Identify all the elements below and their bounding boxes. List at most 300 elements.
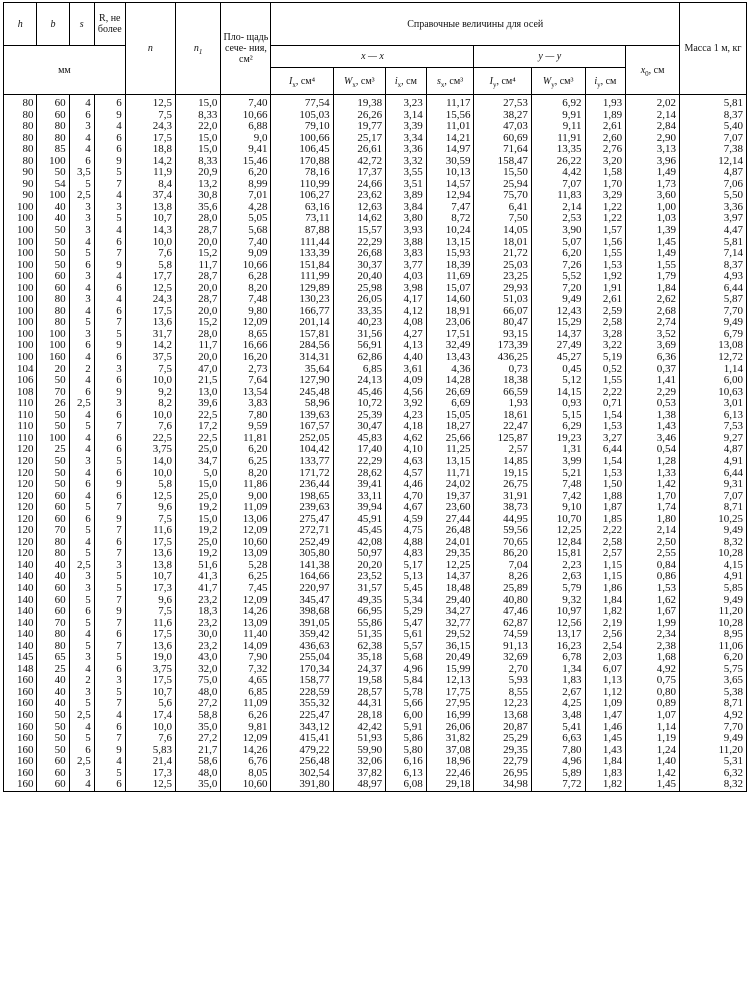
- table-cell: 23,2: [175, 641, 220, 653]
- x0-symbol: x: [640, 64, 646, 76]
- table-cell: 5,13: [386, 571, 427, 583]
- table-cell: 17,5: [125, 629, 175, 641]
- table-cell: 6,32: [679, 768, 746, 780]
- table-cell: 1,84: [626, 283, 680, 295]
- table-cell: 8,4: [125, 179, 175, 191]
- table-cell: 4: [94, 710, 125, 722]
- table-cell: 12,23: [474, 698, 531, 710]
- table-cell: 4: [69, 779, 94, 791]
- table-cell: 7: [94, 421, 125, 433]
- table-cell: 120: [4, 548, 37, 560]
- table-row: [4, 514, 747, 526]
- table-cell: 14,26: [221, 745, 271, 757]
- table-cell: 24,3: [125, 121, 175, 133]
- table-cell: 2,55: [626, 548, 680, 560]
- table-cell: 80: [37, 641, 69, 653]
- table-cell: 1,58: [585, 167, 626, 179]
- table-cell: 13,08: [679, 340, 746, 352]
- table-cell: 9,81: [221, 722, 271, 734]
- table-cell: 4,96: [386, 664, 427, 676]
- table-cell: 7,5: [125, 110, 175, 122]
- table-cell: 90: [4, 190, 37, 202]
- table-cell: 15,29: [531, 317, 585, 329]
- table-row: [4, 283, 747, 295]
- table-cell: 7: [94, 733, 125, 745]
- table-cell: 42,42: [333, 722, 386, 734]
- table-cell: 7,64: [221, 375, 271, 387]
- table-cell: 50: [37, 375, 69, 387]
- table-cell: 3,90: [531, 225, 585, 237]
- table-cell: 47,0: [175, 364, 220, 376]
- table-cell: 2,57: [585, 548, 626, 560]
- table-cell: 6: [94, 629, 125, 641]
- table-cell: 11,09: [221, 698, 271, 710]
- table-cell: 3: [94, 202, 125, 214]
- table-cell: 24,3: [125, 294, 175, 306]
- table-cell: 0,54: [626, 444, 680, 456]
- table-cell: 2,34: [626, 629, 680, 641]
- col-iy-radius: [585, 68, 626, 95]
- table-cell: 4,87: [679, 444, 746, 456]
- table-cell: 228,59: [271, 687, 333, 699]
- table-cell: 77,54: [271, 95, 333, 110]
- table-cell: 44,31: [333, 698, 386, 710]
- wx-symbol: W: [344, 75, 353, 87]
- table-cell: 23,60: [426, 502, 474, 514]
- table-cell: 11,9: [125, 167, 175, 179]
- table-cell: 239,63: [271, 502, 333, 514]
- table-cell: 5,19: [585, 352, 626, 364]
- table-cell: 160: [4, 745, 37, 757]
- table-cell: 436,25: [474, 352, 531, 364]
- table-cell: 1,15: [585, 560, 626, 572]
- table-cell: 35,6: [175, 202, 220, 214]
- table-cell: 6,78: [531, 652, 585, 664]
- table-cell: 80: [37, 629, 69, 641]
- table-cell: 6: [94, 410, 125, 422]
- table-cell: 1,83: [531, 675, 585, 687]
- table-cell: 120: [4, 525, 37, 537]
- table-cell: 37,82: [333, 768, 386, 780]
- table-cell: 11,06: [679, 641, 746, 653]
- table-cell: 23,62: [333, 190, 386, 202]
- table-row: [4, 95, 747, 110]
- table-cell: 5: [94, 571, 125, 583]
- table-cell: 26,48: [426, 525, 474, 537]
- table-cell: 2,76: [585, 144, 626, 156]
- table-cell: 255,04: [271, 652, 333, 664]
- table-cell: 100: [4, 306, 37, 318]
- table-cell: 7,38: [679, 144, 746, 156]
- col-ix-radius: [386, 68, 427, 95]
- table-cell: 7,6: [125, 733, 175, 745]
- table-cell: 3,46: [626, 433, 680, 445]
- table-cell: 18,38: [474, 375, 531, 387]
- table-cell: 355,32: [271, 698, 333, 710]
- table-cell: 0,73: [474, 364, 531, 376]
- table-cell: 11,40: [221, 629, 271, 641]
- ix-unit: , см⁴: [295, 75, 316, 87]
- table-cell: 17,5: [125, 537, 175, 549]
- table-cell: 70: [37, 618, 69, 630]
- table-cell: 5,21: [531, 468, 585, 480]
- table-cell: 140: [4, 618, 37, 630]
- table-cell: 6,26: [221, 710, 271, 722]
- table-cell: 170,34: [271, 664, 333, 676]
- x0-unit: , см: [648, 64, 665, 76]
- table-cell: 160: [4, 733, 37, 745]
- table-cell: 100: [37, 433, 69, 445]
- table-cell: 22,46: [426, 768, 474, 780]
- table-cell: 50: [37, 456, 69, 468]
- table-cell: 4: [94, 756, 125, 768]
- table-cell: 6: [94, 468, 125, 480]
- table-cell: 7: [94, 595, 125, 607]
- table-cell: 3,52: [626, 329, 680, 341]
- table-cell: 48,0: [175, 687, 220, 699]
- table-row: [4, 468, 747, 480]
- table-cell: 2,22: [585, 525, 626, 537]
- table-cell: 1,14: [626, 722, 680, 734]
- table-cell: 5,81: [679, 237, 746, 249]
- table-cell: 26,69: [426, 387, 474, 399]
- table-cell: 3,36: [386, 144, 427, 156]
- table-cell: 51,03: [474, 294, 531, 306]
- table-cell: 106,45: [271, 144, 333, 156]
- table-cell: 13,6: [125, 548, 175, 560]
- table-cell: 11,7: [175, 340, 220, 352]
- wy-unit: , см³: [554, 75, 574, 87]
- table-cell: 1,53: [626, 583, 680, 595]
- table-cell: 9: [94, 479, 125, 491]
- table-cell: 50: [37, 421, 69, 433]
- table-cell: 63,16: [271, 202, 333, 214]
- table-cell: 20,0: [175, 352, 220, 364]
- table-cell: 0,37: [626, 364, 680, 376]
- table-cell: 4,75: [386, 525, 427, 537]
- table-row: [4, 294, 747, 306]
- table-cell: 15,93: [426, 248, 474, 260]
- table-cell: 2,57: [474, 444, 531, 456]
- table-row: [4, 352, 747, 364]
- col-n: n: [125, 3, 175, 95]
- table-cell: 12,25: [531, 525, 585, 537]
- table-cell: 2,50: [626, 537, 680, 549]
- table-cell: 1,31: [531, 444, 585, 456]
- table-cell: 51,6: [175, 560, 220, 572]
- table-cell: 41,7: [175, 583, 220, 595]
- table-cell: 7: [94, 179, 125, 191]
- table-cell: 35,0: [175, 779, 220, 791]
- table-cell: 198,65: [271, 491, 333, 503]
- table-cell: 1,83: [585, 768, 626, 780]
- table-cell: 1,22: [585, 213, 626, 225]
- table-cell: 11,25: [426, 444, 474, 456]
- table-cell: 2,62: [626, 294, 680, 306]
- table-cell: 13,6: [125, 641, 175, 653]
- table-cell: 31,91: [474, 491, 531, 503]
- table-cell: 1,38: [626, 410, 680, 422]
- table-cell: 4: [69, 491, 94, 503]
- table-cell: 5,41: [531, 722, 585, 734]
- table-cell: 4: [69, 722, 94, 734]
- table-row: [4, 722, 747, 734]
- table-cell: 5,78: [386, 687, 427, 699]
- table-cell: 3,60: [626, 190, 680, 202]
- table-cell: 1,49: [626, 167, 680, 179]
- table-cell: 25,0: [175, 491, 220, 503]
- table-cell: 1,56: [585, 237, 626, 249]
- table-cell: 10,60: [221, 779, 271, 791]
- table-cell: 10,28: [679, 548, 746, 560]
- table-cell: 7,04: [474, 560, 531, 572]
- table-cell: 1,22: [585, 202, 626, 214]
- table-row: [4, 329, 747, 341]
- table-cell: 120: [4, 444, 37, 456]
- table-cell: 10,0: [125, 722, 175, 734]
- table-cell: 415,41: [271, 733, 333, 745]
- table-cell: 6,85: [221, 687, 271, 699]
- table-cell: 1,14: [679, 364, 746, 376]
- table-cell: 8,95: [679, 629, 746, 641]
- table-cell: 11,6: [125, 525, 175, 537]
- table-cell: 29,52: [426, 629, 474, 641]
- table-cell: 3,51: [386, 179, 427, 191]
- table-cell: 2,70: [474, 664, 531, 676]
- table-cell: 80: [37, 537, 69, 549]
- ix-symbol: I: [288, 75, 293, 87]
- table-cell: 7: [94, 618, 125, 630]
- table-cell: 3: [94, 398, 125, 410]
- table-cell: 22,5: [125, 433, 175, 445]
- table-row: [4, 537, 747, 549]
- table-cell: 60: [37, 95, 69, 110]
- table-cell: 7,07: [679, 133, 746, 145]
- units-mm: мм: [4, 46, 126, 95]
- table-cell: 7,50: [474, 213, 531, 225]
- table-cell: 3,84: [386, 202, 427, 214]
- table-cell: 100: [4, 352, 37, 364]
- table-header: [4, 3, 747, 95]
- table-cell: 18,48: [426, 583, 474, 595]
- table-row: [4, 606, 747, 618]
- table-cell: 8,33: [175, 156, 220, 168]
- table-cell: 3: [94, 560, 125, 572]
- table-cell: 10,24: [426, 225, 474, 237]
- table-cell: 17,4: [125, 710, 175, 722]
- table-cell: 60: [37, 768, 69, 780]
- table-cell: 7,80: [531, 745, 585, 757]
- table-cell: 4: [69, 283, 94, 295]
- table-cell: 78,16: [271, 167, 333, 179]
- table-cell: 139,63: [271, 410, 333, 422]
- table-cell: 58,8: [175, 710, 220, 722]
- sx-unit: , см³: [444, 75, 464, 87]
- table-cell: 129,89: [271, 283, 333, 295]
- sx-symbol: s: [437, 75, 441, 87]
- table-cell: 157,81: [271, 329, 333, 341]
- table-cell: 3,36: [679, 202, 746, 214]
- table-cell: 1,40: [626, 756, 680, 768]
- table-cell: 6: [94, 444, 125, 456]
- table-cell: 18,3: [175, 606, 220, 618]
- table-cell: 12,5: [125, 283, 175, 295]
- table-cell: 17,7: [125, 271, 175, 283]
- table-cell: 30,59: [426, 156, 474, 168]
- table-cell: 32,06: [333, 756, 386, 768]
- table-cell: 24,02: [426, 479, 474, 491]
- table-row: [4, 271, 747, 283]
- table-cell: 5,45: [386, 583, 427, 595]
- table-cell: 15,99: [426, 664, 474, 676]
- table-cell: 1,80: [626, 514, 680, 526]
- table-cell: 100: [4, 283, 37, 295]
- table-cell: 11,7: [175, 260, 220, 272]
- table-cell: 4: [69, 144, 94, 156]
- table-cell: 32,69: [474, 652, 531, 664]
- table-cell: 1,73: [626, 179, 680, 191]
- table-cell: 4,08: [386, 317, 427, 329]
- table-cell: 27,53: [474, 95, 531, 110]
- table-cell: 19,2: [175, 548, 220, 560]
- table-cell: 140: [4, 571, 37, 583]
- table-cell: 22,47: [474, 421, 531, 433]
- table-cell: 28,7: [175, 271, 220, 283]
- table-cell: 9,59: [221, 421, 271, 433]
- table-row: [4, 179, 747, 191]
- table-cell: 21,5: [175, 375, 220, 387]
- table-cell: 50: [37, 237, 69, 249]
- table-cell: 5,28: [221, 560, 271, 572]
- table-cell: 7,80: [221, 410, 271, 422]
- table-cell: 16,20: [221, 352, 271, 364]
- table-cell: 1,24: [626, 745, 680, 757]
- table-cell: 14,85: [474, 456, 531, 468]
- x0-subscript: 0: [645, 69, 649, 78]
- table-cell: 1,12: [585, 687, 626, 699]
- table-cell: 5,91: [386, 722, 427, 734]
- table-cell: 5: [69, 641, 94, 653]
- table-cell: 62,86: [333, 352, 386, 364]
- table-cell: 160: [4, 779, 37, 791]
- col-h: h: [4, 3, 37, 46]
- table-cell: 9: [94, 260, 125, 272]
- table-cell: 19,37: [426, 491, 474, 503]
- table-cell: 9,11: [531, 121, 585, 133]
- table-cell: 35,64: [271, 364, 333, 376]
- table-cell: 9,2: [125, 387, 175, 399]
- table-cell: 1,13: [585, 675, 626, 687]
- table-cell: 8,72: [426, 213, 474, 225]
- col-ix: [271, 68, 333, 95]
- reference-values-header: Справочные величины для осей: [271, 3, 679, 46]
- table-cell: 50: [37, 248, 69, 260]
- table-cell: 6: [69, 479, 94, 491]
- table-cell: 1,92: [585, 271, 626, 283]
- col-area: Пло- щадь сече- ния, см²: [221, 3, 271, 95]
- table-cell: 50: [37, 710, 69, 722]
- table-cell: 18,96: [426, 756, 474, 768]
- table-cell: 10,66: [221, 260, 271, 272]
- table-cell: 8,55: [474, 687, 531, 699]
- table-cell: 4: [69, 237, 94, 249]
- table-cell: 9: [94, 110, 125, 122]
- table-cell: 1,67: [626, 606, 680, 618]
- table-cell: 18,91: [426, 306, 474, 318]
- table-cell: 14,3: [125, 225, 175, 237]
- table-cell: 7: [94, 317, 125, 329]
- table-cell: 40,80: [474, 595, 531, 607]
- table-cell: 4: [69, 664, 94, 676]
- table-cell: 9: [94, 387, 125, 399]
- table-cell: 7,45: [221, 583, 271, 595]
- table-cell: 12,14: [679, 156, 746, 168]
- table-cell: 0,80: [626, 687, 680, 699]
- table-cell: 13,54: [221, 387, 271, 399]
- table-cell: 5,66: [386, 698, 427, 710]
- table-cell: 4,15: [679, 560, 746, 572]
- table-cell: 5,29: [386, 606, 427, 618]
- table-cell: 6: [94, 144, 125, 156]
- table-cell: 100: [37, 340, 69, 352]
- table-cell: 3,20: [585, 156, 626, 168]
- table-cell: 1,55: [626, 260, 680, 272]
- table-cell: 3,92: [386, 398, 427, 410]
- table-cell: 1,84: [585, 595, 626, 607]
- table-cell: 0,89: [626, 698, 680, 710]
- table-cell: 3: [69, 294, 94, 306]
- table-cell: 100: [4, 317, 37, 329]
- table-cell: 16,23: [531, 641, 585, 653]
- table-cell: 28,0: [175, 329, 220, 341]
- table-cell: 80: [37, 306, 69, 318]
- table-cell: 22,5: [175, 433, 220, 445]
- table-cell: 3,98: [386, 283, 427, 295]
- table-cell: 1,07: [626, 710, 680, 722]
- table-cell: 1,46: [585, 722, 626, 734]
- table-cell: 33,35: [333, 306, 386, 318]
- table-cell: 7,5: [125, 606, 175, 618]
- table-cell: 12,5: [125, 491, 175, 503]
- table-cell: 5,40: [679, 121, 746, 133]
- table-cell: 40: [37, 687, 69, 699]
- table-cell: 9: [94, 340, 125, 352]
- table-cell: 7,26: [531, 260, 585, 272]
- table-cell: 170,88: [271, 156, 333, 168]
- table-cell: 11,20: [679, 606, 746, 618]
- table-cell: 85: [37, 144, 69, 156]
- table-cell: 12,09: [221, 595, 271, 607]
- table-row: [4, 375, 747, 387]
- table-cell: 13,0: [175, 387, 220, 399]
- table-row: [4, 340, 747, 352]
- table-cell: 2: [69, 675, 94, 687]
- table-cell: 245,48: [271, 387, 333, 399]
- table-cell: 25,66: [426, 433, 474, 445]
- table-row: [4, 629, 747, 641]
- table-cell: 66,59: [474, 387, 531, 399]
- table-cell: 5,07: [531, 237, 585, 249]
- table-cell: 1,43: [626, 421, 680, 433]
- table-cell: 9,6: [125, 595, 175, 607]
- table-cell: 3,22: [585, 340, 626, 352]
- table-cell: 19,38: [333, 95, 386, 110]
- table-row: [4, 595, 747, 607]
- table-cell: 145: [4, 652, 37, 664]
- table-cell: 343,12: [271, 722, 333, 734]
- table-cell: 23,2: [175, 618, 220, 630]
- table-cell: 15,46: [221, 156, 271, 168]
